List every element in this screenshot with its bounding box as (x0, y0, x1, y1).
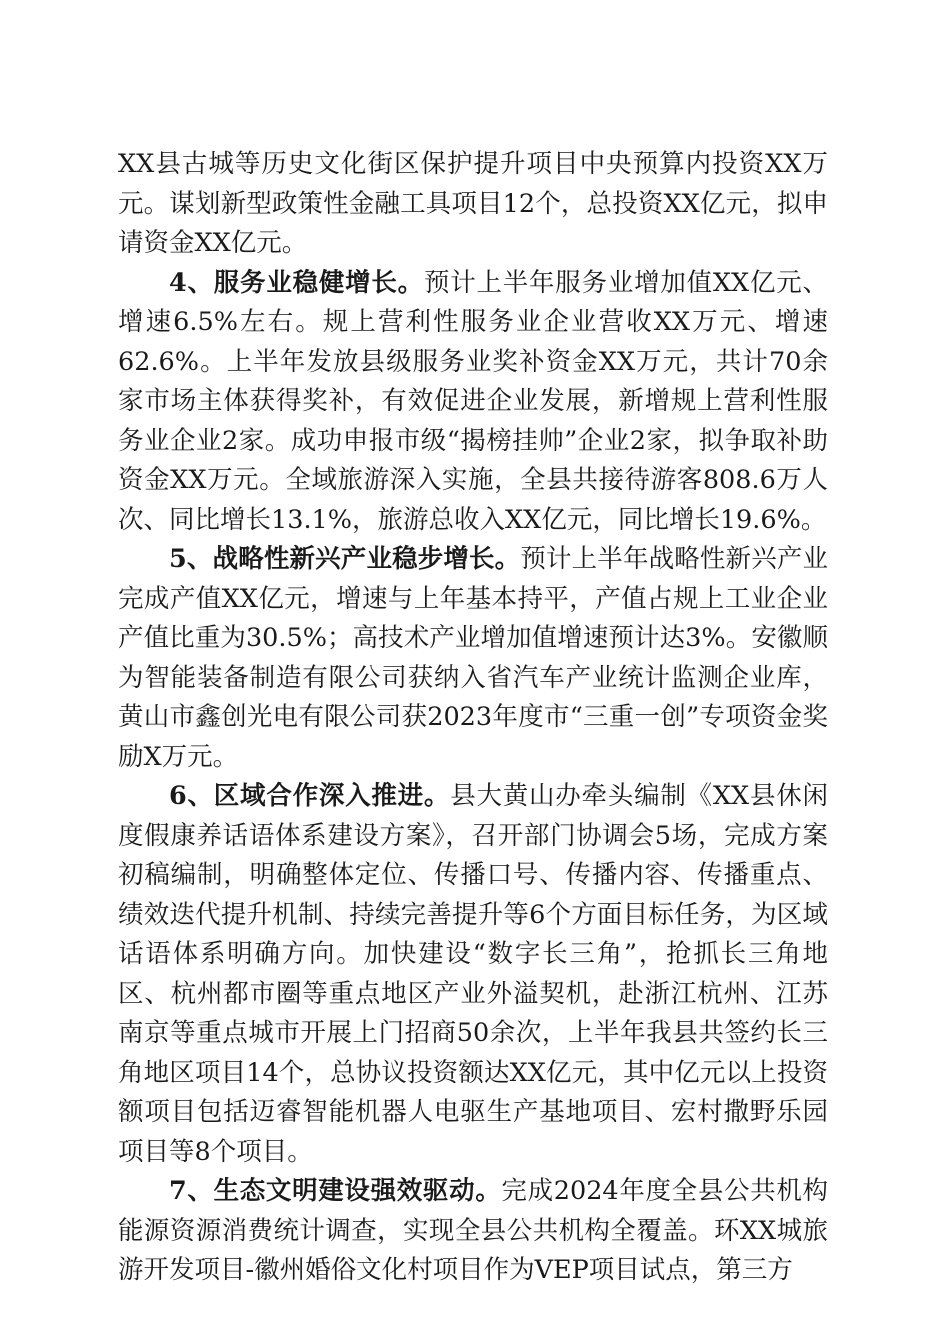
paragraph-heading: 7、生态文明建设强效驱动。 (169, 1176, 502, 1206)
paragraph-services (118, 264, 828, 541)
paragraph-text: 县大黄山办牵头编制《XX县休闲度假康养话语体系建设方案》，召开部门协调会5场，完成方案初稿编制，明确整体定位、传播口号、传播内容、传播重点、绩效迭代提升机制、持续完善提升等6个方面目标任务，为区域话语体系明确方向。加快建设“数字长三角”，抢抓长三角地区、杭州都市圈等重点地区产业外溢契机，赴浙江杭州、江苏南京等重点城市开展上门招商50余次，上半年我县共签约长三角地区项目14个，总协议投资额达XX亿元，其中亿元以上投资额项目包括迈睿智能机器人电驱生产基地项目、宏村撒野乐园项目等8个项目。 (118, 781, 828, 1167)
document-body (118, 145, 828, 1291)
paragraph-text: 预计上半年服务业增加值XX亿元、增速6.5%左右。规上营利性服务业企业营收XX万元、增速62.6%。上半年发放县级服务业奖补资金XX万元，共计70余家市场主体获得奖补，有效促进企业发展，新增规上营利性服务业企业2家。成功申报市级“揭榜挂帅”企业2家，拟争取补助资金XX万元。全域旅游深入实施，全县共接待游客808.6万人次、同比增长13.1%，旅游总收入XX亿元，同比增长19.6%。 (118, 267, 829, 535)
paragraph-text: 预计上半年战略性新兴产业完成产值XX亿元，增速与上年基本持平，产值占规上工业企业产值比重为30.5%；高技术产业增加值增速预计达3%。安徽顺为智能装备制造有限公司获纳入省汽车产业统计监测企业库，黄山市鑫创光电有限公司获2023年度市“三重一创”专项资金奖励X万元。 (118, 544, 828, 772)
paragraph-heading: 6、区域合作深入推进。 (169, 781, 451, 811)
paragraph-ecological-civilization (118, 1172, 828, 1291)
paragraph-regional-cooperation (118, 777, 828, 1172)
paragraph-emerging-industries (118, 540, 828, 777)
paragraph-text: 完成2024年度全县公共机构能源资源消费统计调查，实现全县公共机构全覆盖。环XX城旅游开发项目-徽州婚俗文化村项目作为VEP项目试点，第三方 (118, 1176, 828, 1285)
paragraph-heading: 5、战略性新兴产业稳步增长。 (169, 544, 521, 574)
paragraph-continuation (118, 145, 828, 264)
paragraph-heading: 4、服务业稳健增长。 (169, 267, 424, 298)
paragraph-text: XX县古城等历史文化街区保护提升项目中央预算内投资XX万元。谋划新型政策性金融工具项目12个，总投资XX亿元，拟申请资金XX亿元。 (118, 149, 828, 258)
